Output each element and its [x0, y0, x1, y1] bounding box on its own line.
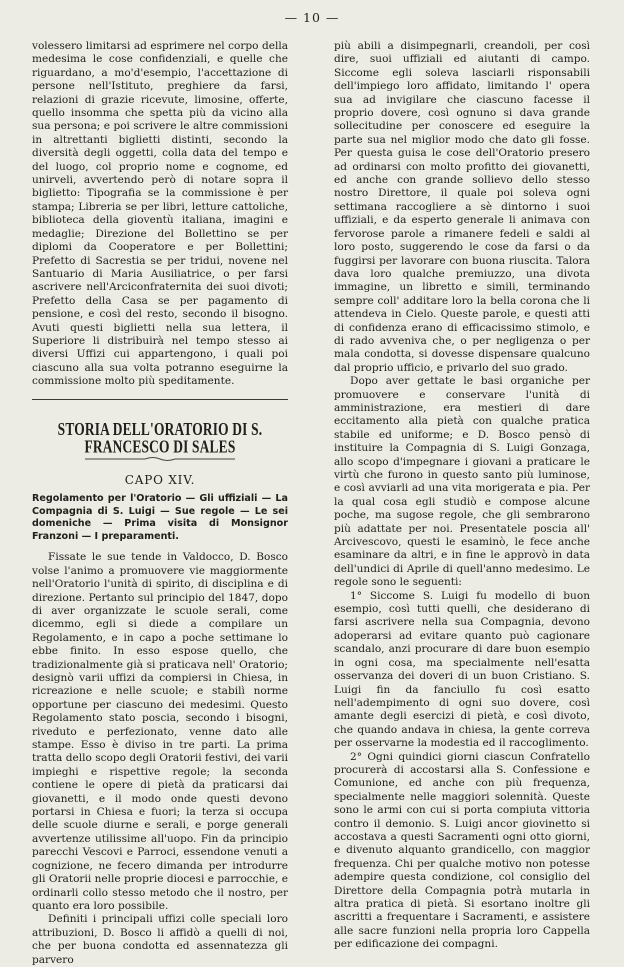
body-paragraph: Dopo aver gettate le basi organiche per promuovere e conservare l'unità di amministrazione, era mestieri di dare eccitamento alla pietà con qualche pratica stabile ed uniforme; e D. Bosco pensò di instituire la Compagnia di S. Luigi Gonzaga, allo scopo d'impegnare i giovani a praticare le virtù che furono in questo santo più luminose, e così avviarli ad una vita morigerata e pia. Per la qual cosa egli studiò e compose alcune poche, ma sugose regole, che gli sembrarono più adattate per noi. Presentatele poscia all' Arcivescovo, questi le esaminò, le fece anche esaminare da altri, e in fine le approvò in data dell'undici di Aprile di quell'anno medesimo. Le regole sono le seguenti:	[334, 375, 590, 589]
section-divider	[32, 399, 288, 400]
rule-item: 2° Ogni quindici giorni ciascun Confratello procurerà di accostarsi alla S. Confessione e Comunione, ed anche con più frequenza, specialmente nelle maggiori solennità. Queste sono le armi con cui si porta compiuta vittoria contro il demonio. S. Luigi ancor giovinetto si accostava a questi Sacramenti ogni otto giorni, e divenuto alquanto grandicello, con maggior frequenza. Chi per qualche motivo non potesse adempire questa condizione, col consiglio del Direttore della Compagnia potrà mutarla in altra pratica di pietà. Si esortano inoltre gli ascritti a frequentare i Sacramenti, e assistere alle sacre funzioni nella propria loro Cappella per edificazione dei compagni.	[334, 750, 590, 951]
body-paragraph: Fissate le sue tende in Valdocco, D. Bosco volse l'animo a promuovere vie maggiormente nell'Oratorio l'unità di spirito, di disciplina e di direzione. Pertanto sul principio del 1847, dopo di aver organizzate le scuole serali, come dicemmo, egli si diede a compilare un Regolamento, e in capo a poche settimane lo ebbe finito. In esso espose quello, che tradizionalmente già si praticava nell' Oratorio; designò varii uffizi da compiersi in Chiesa, in ricreazione e nelle scuole; e stabilì norme opportune per ciascuno dei medesimi. Questo Regolamento stato poscia, secondo i bisogni, riveduto e perfezionato, venne dato alle stampe. Esso è diviso in tre parti. La prima tratta dello scopo degli Oratorii festivi, dei varii impieghi e rispettive regole; la seconda contiene le opere di pietà da praticarsi dai giovanetti, e il modo onde questi devono portarsi in Chiesa e fuori; la terza si occupa delle scuole diurne e serali, e porge generali avvertenze utilissime all'uopo. Fin da principio parecchi Vescovi e Parroci, essendone venuti a cognizione, ne fecero dimanda per introdurre gli Oratorii nelle proprie diocesi e parrocchie, e ordinarli collo stesso metodo che il nostro, per quanto era loro possibile.	[32, 551, 288, 912]
continued-paragraph: volessero limitarsi ad esprimere nel corpo della medesima le cose confidenziali, e quelle che riguardano, a mo'd'esempio, l'accettazione di persone nell'Istituto, preghiere da farsi, relazioni di grazie ricevute, limosine, offerte, quello insomma che spetta più da vicino alla sua persona; e poi scrivere le altre commissioni in altrettanti biglietti distinti, secondo la diversità degli oggetti, colla data del tempo e del luogo, col proprio nome e cognome, ed unirveli, avvertendo però di notare sopra il biglietto: Tipografia se la commissione è per stampa; Libreria se per libri, letture cattoliche, biblioteca della gioventù italiana, imagini e medaglie; Direzione del Bollettino se per diplomi da Cooperatore e per Bollettini; Prefetto di Sacrestia se per tridui, novene nel Santuario di Maria Ausiliatrice, o per farsi ascrivere nell'Arciconfraternita dei suoi divoti; Prefetto della Casa se per pagamento di pensione, e così del resto, secondo il bisogno. Avuti questi biglietti nella sua lettera, il Superiore li distribuirà nel tempo stesso ai diversi Uffizi cui appartengono, i quali poi ciascuno alla sua volta potranno eseguirne la commissione molto più speditamente.	[32, 40, 288, 388]
body-paragraph: Definiti i principali uffizi colle speciali loro attribuzioni, D. Bosco li affidò a quelli di noi, che per buona condotta ed assennatezza gli parvero	[32, 913, 288, 966]
right-column	[334, 40, 590, 952]
chapter-summary	[32, 493, 288, 543]
summary-text: Regolamento per l'Oratorio — Gli uffiziali — La Compagnia di S. Luigi — Sue regole — Le sei domeniche — Prima visita di Monsignor Franzoni — I preparamenti.	[32, 492, 288, 542]
section-title-block	[32, 418, 288, 457]
section-title: STORIA DELL'ORATORIO DI S. FRANCESCO DI SALES	[57, 418, 263, 457]
rule-item: 1° Siccome S. Luigi fu modello di buon esempio, così tutti quelli, che desiderano di farsi ascrivere nella sua Compagnia, devono adoperarsi ad evitare quanto può cagionare scandalo, anzi procurare di dare buon esempio in ogni cosa, ma specialmente nell'esatta osservanza dei doveri di un buon Cristiano. S. Luigi fin da fanciullo fu così esatto nell'adempimento di ogni suo dovere, così amante degli esercizi di pietà, e così divoto, che quando andava in chiesa, la gente correva per osservarne la modestia ed il raccoglimento.	[334, 589, 590, 750]
chapter-heading: CAPO XIV.	[124, 472, 196, 487]
left-column	[32, 40, 288, 967]
body-paragraph: più abili a disimpegnarli, creandoli, per così dire, suoi uffiziali ed aiutanti di campo. Siccome egli soleva lasciarli risponsabili dell'impiego loro affidato, limitando l' opera sua ad invigilare che ciascuno facesse il proprio dovere, così ognuno si dava grande sollecitudine per conoscere ed eseguire la parte sua nel miglior modo che dato gli fosse. Per questa guisa le cose dell'Oratorio presero ad ordinarsi con molto profitto dei giovanetti, ed anche con grande sollievo dello stesso nostro Direttore, il quale poi soleva ogni settimana raccogliere a sè dintorno i suoi uffiziali, e da esperto generale li animava con fervorose parole a rimanere fedeli e saldi al loro posto, suggerendo le cose da farsi o da fuggirsi per lavorare con buona riuscita. Talora dava loro qualche premiuzzo, una divota immagine, un libretto e simili, terminando sempre coll' additare loro la bella corona che li attendeva in Cielo. Queste parole, e questi atti di confidenza erano di efficacissimo stimolo, e di rado avveniva che, o per negligenza o per mala condotta, si dovesse dispensare qualcuno dal proprio ufficio, e privarlo del suo grado.	[334, 40, 590, 374]
page-number: — 10 —	[284, 10, 340, 25]
ornament-divider	[85, 456, 235, 462]
